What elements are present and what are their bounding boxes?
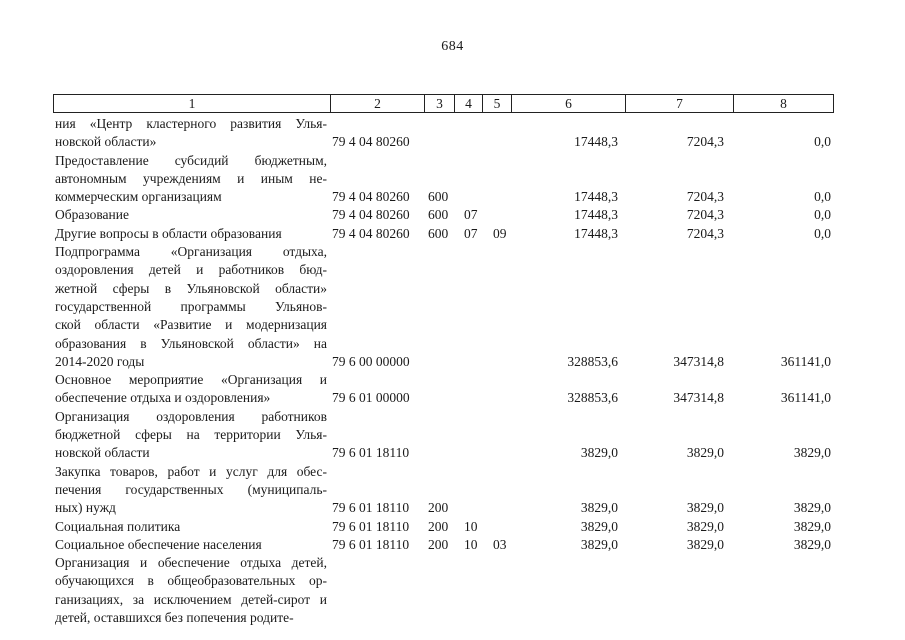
row-value-2019: 347314,8: [673, 390, 724, 406]
row-code: 79 6 00 00000: [332, 353, 410, 369]
description-line: Основное мероприятие «Организация и: [55, 372, 327, 388]
row-col-3: 200: [428, 536, 449, 552]
description-line: обеспечение отдыха и оздоровления»: [55, 390, 271, 406]
description-line: ганизациях, за исключением детей-сирот и: [55, 591, 327, 607]
row-value-2020: 3829,0: [793, 536, 831, 552]
description-line: автономным учреждениям и иным не-: [55, 170, 327, 186]
row-description: [55, 408, 327, 463]
table-row: [55, 225, 835, 243]
header-col-6: 6: [512, 95, 626, 112]
description-line: бюджетной сферы на территории Улья-: [55, 427, 327, 443]
description-line: Закупка товаров, работ и услуг для обес-: [55, 463, 327, 479]
row-description: [55, 152, 327, 207]
row-description: [55, 518, 327, 536]
header-col-4: 4: [455, 95, 483, 112]
row-value-2019: 3829,0: [686, 445, 724, 461]
table-row: [55, 536, 835, 554]
row-code: 79 6 01 18110: [332, 500, 410, 516]
row-col-5: 03: [493, 536, 507, 552]
row-description: [55, 206, 327, 224]
row-code: 79 4 04 80260: [332, 207, 410, 223]
row-code: 79 4 04 80260: [332, 225, 410, 241]
description-line: жетной сферы в Ульяновской области»: [55, 280, 327, 296]
row-value-2020: 0,0: [814, 189, 831, 205]
row-value-2020: 361141,0: [780, 390, 831, 406]
row-code: 79 4 04 80260: [332, 189, 410, 205]
row-code: 79 4 04 80260: [332, 134, 410, 150]
row-value-2019: 3829,0: [686, 518, 724, 534]
table-row: [55, 115, 835, 152]
row-value-2018: 3829,0: [580, 536, 618, 552]
table-row: [55, 554, 835, 627]
row-value-2020: 3829,0: [793, 445, 831, 461]
row-col-4: 07: [464, 207, 478, 223]
description-line: Другие вопросы в области образования: [55, 225, 282, 241]
description-line: государственной программы Ульянов-: [55, 298, 327, 314]
row-description: [55, 371, 327, 408]
header-col-8: 8: [780, 96, 787, 111]
row-value-2019: 3829,0: [686, 536, 724, 552]
row-col-4: 07: [464, 225, 478, 241]
row-value-2020: 0,0: [814, 225, 831, 241]
row-col-4: 10: [464, 518, 478, 534]
row-value-2018: 17448,3: [574, 189, 618, 205]
page-number: 684: [441, 39, 464, 54]
row-description: [55, 243, 327, 371]
row-description: [55, 554, 327, 627]
row-value-2019: 7204,3: [686, 189, 724, 205]
description-line: Социальная политика: [55, 518, 181, 534]
table-row: [55, 463, 835, 518]
description-line: Подпрограмма «Организация отдыха,: [55, 244, 327, 260]
description-line: Социальное обеспечение населения: [55, 536, 262, 552]
table-row: [55, 518, 835, 536]
row-col-3: 600: [428, 207, 449, 223]
row-col-3: 200: [428, 518, 449, 534]
description-line: коммерческим организациям: [55, 189, 222, 205]
row-description: [55, 463, 327, 518]
row-code: 79 6 01 18110: [332, 445, 410, 461]
row-col-3: 600: [428, 225, 449, 241]
header-col-2: 2: [331, 95, 425, 112]
row-value-2020: 3829,0: [793, 518, 831, 534]
row-col-3: 600: [428, 189, 449, 205]
row-value-2019: 7204,3: [686, 207, 724, 223]
row-value-2018: 328853,6: [567, 390, 618, 406]
table-row: [55, 206, 835, 224]
row-code: 79 6 01 00000: [332, 390, 410, 406]
table-row: [55, 408, 835, 463]
description-line: Организация оздоровления работников: [55, 408, 327, 424]
description-line: образования в Ульяновской области» на: [55, 335, 327, 351]
description-line: обучающихся в общеобразовательных ор-: [55, 573, 327, 589]
row-col-4: 10: [464, 536, 478, 552]
row-value-2019: 347314,8: [673, 353, 724, 369]
description-line: детей, оставшихся без попечения родите-: [55, 610, 294, 626]
row-value-2020: 0,0: [814, 134, 831, 150]
row-value-2019: 7204,3: [686, 134, 724, 150]
table-row: [55, 371, 835, 408]
row-value-2018: 3829,0: [580, 518, 618, 534]
table-row: [55, 152, 835, 207]
row-description: [55, 536, 327, 554]
table-row: [55, 243, 835, 371]
row-description: [55, 225, 327, 243]
description-line: печения государственных (муниципаль-: [55, 481, 327, 497]
table-header: [53, 94, 834, 113]
description-line: Предоставление субсидий бюджетным,: [55, 152, 327, 168]
description-line: оздоровления детей и работников бюд-: [55, 262, 327, 278]
row-value-2020: 0,0: [814, 207, 831, 223]
row-value-2018: 328853,6: [567, 353, 618, 369]
description-line: ных) нужд: [55, 500, 116, 516]
description-line: ния «Центр кластерного развития Улья-: [55, 116, 327, 131]
row-value-2018: 17448,3: [574, 134, 618, 150]
row-code: 79 6 01 18110: [332, 518, 410, 534]
row-col-5: 09: [493, 225, 507, 241]
row-value-2019: 7204,3: [686, 225, 724, 241]
description-line: новской области»: [55, 134, 157, 150]
row-value-2020: 361141,0: [780, 353, 831, 369]
header-col-3: 3: [425, 95, 455, 112]
row-value-2020: 3829,0: [793, 500, 831, 516]
row-value-2018: 3829,0: [580, 500, 618, 516]
description-line: Организация и обеспечение отдыха детей,: [55, 555, 327, 571]
row-value-2018: 17448,3: [574, 225, 618, 241]
header-col-7: 7: [626, 95, 734, 112]
description-line: 2014-2020 годы: [55, 353, 145, 369]
table-body: [55, 115, 835, 627]
header-col-5: 5: [483, 95, 512, 112]
row-value-2019: 3829,0: [686, 500, 724, 516]
row-description: [55, 115, 327, 152]
row-value-2018: 3829,0: [580, 445, 618, 461]
row-code: 79 6 01 18110: [332, 536, 410, 552]
row-value-2018: 17448,3: [574, 207, 618, 223]
description-line: новской области: [55, 445, 150, 461]
row-col-3: 200: [428, 500, 449, 516]
description-line: Образование: [55, 207, 129, 223]
header-col-1: 1: [54, 95, 331, 112]
description-line: ской области «Развитие и модернизация: [55, 317, 327, 333]
